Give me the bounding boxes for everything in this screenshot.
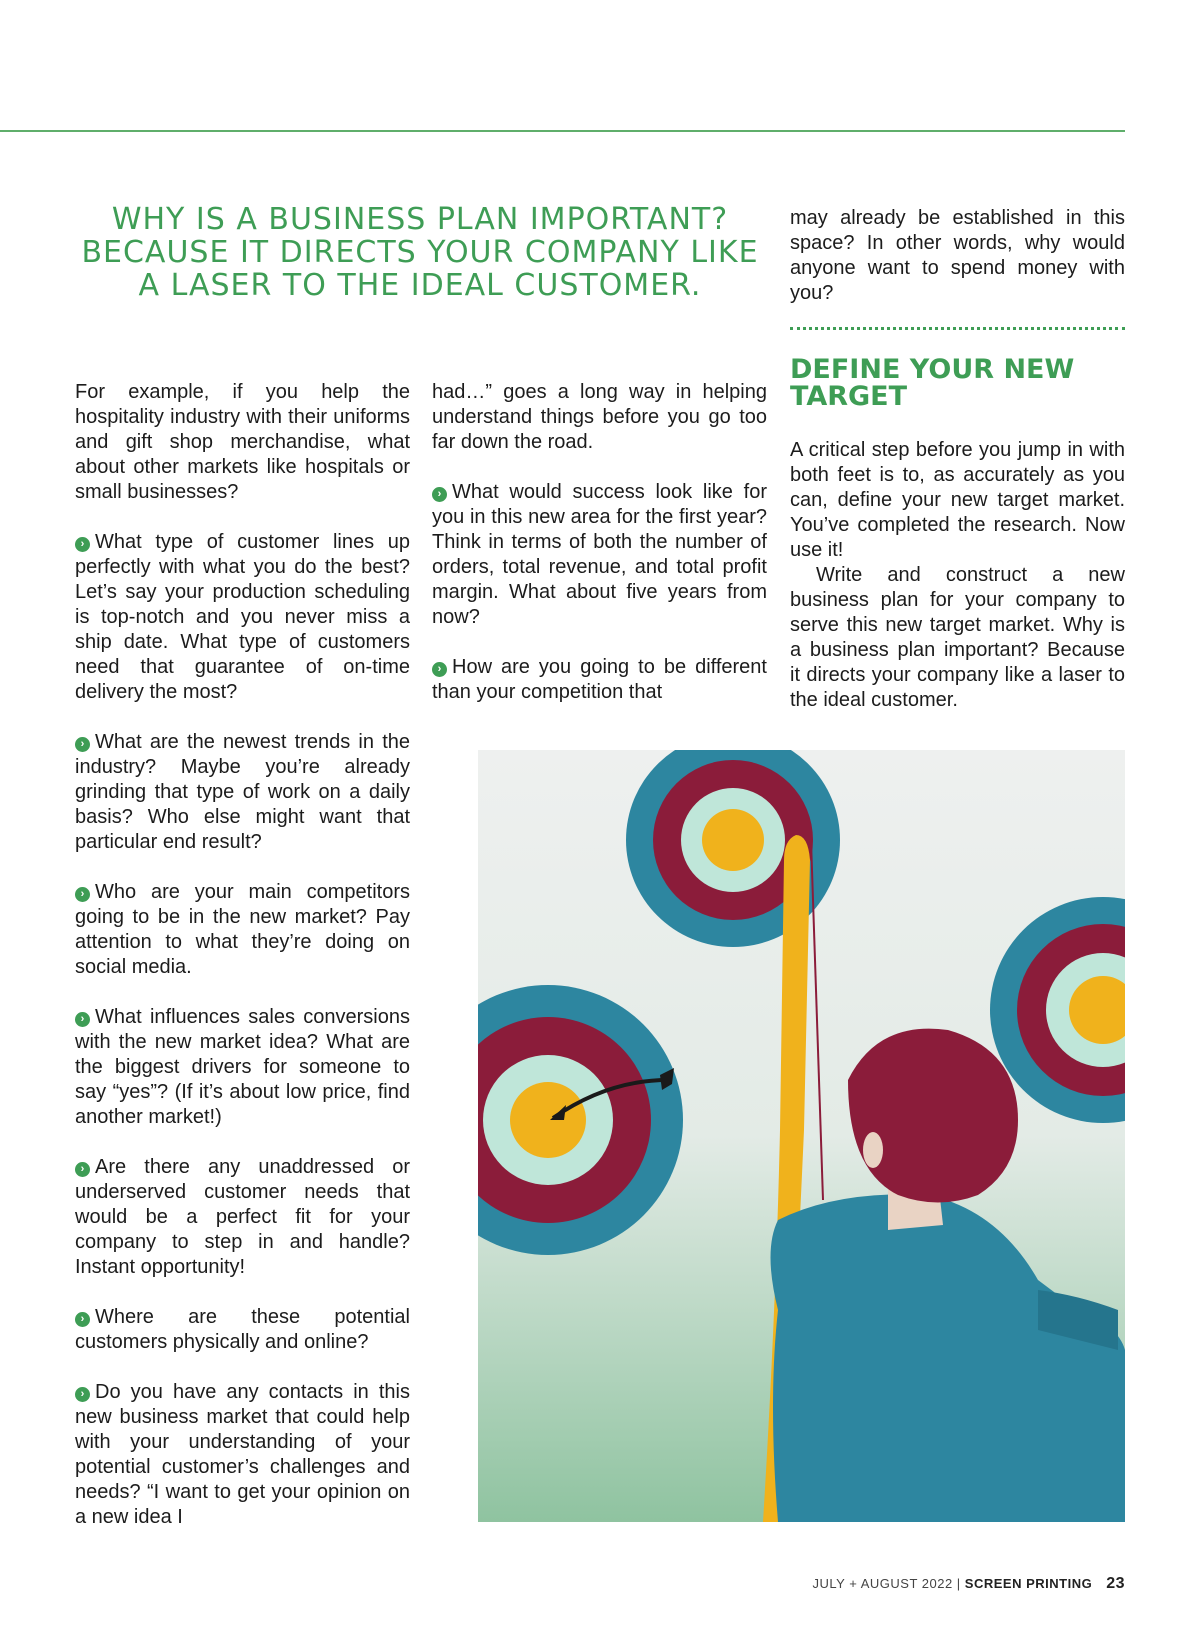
page-number: 23 bbox=[1106, 1575, 1125, 1592]
arrow-bullet-icon: › bbox=[432, 487, 447, 502]
bullet-paragraph: › Are there any unaddressed or underserved customer needs that would be a perfect fit for your company to step in and handle? Instant opportunity! bbox=[75, 1156, 410, 1278]
section-heading: DEFINE YOUR NEW TARGET bbox=[790, 354, 1075, 412]
pull-quote: WHY IS A BUSINESS PLAN IMPORTANT? BECAUSE IT DIRECTS YOUR COMPANY LIKE A LASER TO THE IDEAL CUSTOMER. bbox=[81, 202, 759, 303]
bullet-paragraph: › What would success look like for you in this new area for the first year? Think in terms of both the number of orders, total revenue, and total profit margin. What about five years from now? bbox=[432, 481, 767, 628]
bullet-paragraph: › Do you have any contacts in this new business market that could help with your understanding of your potential customer’s challenges and needs? “I want to get your opinion on a new idea I bbox=[75, 1381, 410, 1528]
column-c-continuation bbox=[790, 206, 1125, 306]
arrow-bullet-icon: › bbox=[75, 1312, 90, 1327]
page-footer bbox=[813, 1575, 1125, 1593]
issue-date: JULY + AUGUST 2022 | bbox=[812, 1576, 965, 1591]
column-c bbox=[790, 438, 1125, 713]
arrow-bullet-icon: › bbox=[75, 537, 90, 552]
archer-illustration bbox=[478, 750, 1125, 1522]
continuation-paragraph: had…” goes a long way in helping understand things before you go too far down the road. bbox=[432, 381, 767, 453]
top-rule bbox=[0, 130, 1125, 132]
arrow-bullet-icon: › bbox=[75, 1012, 90, 1027]
intro-paragraph: For example, if you help the hospitality industry with their uniforms and gift shop merchandise, what about other markets like hospitals or small businesses? bbox=[75, 381, 410, 503]
arrow-bullet-icon: › bbox=[75, 1162, 90, 1177]
arrow-bullet-icon: › bbox=[75, 737, 90, 752]
arrow-bullet-icon: › bbox=[75, 887, 90, 902]
bullet-paragraph: › What type of customer lines up perfectly with what you do the best? Let’s say your production scheduling is top-notch and you never miss a ship date. What type of customers need that guarantee of on-time delivery the most? bbox=[75, 531, 410, 703]
body-paragraph: Write and construct a new business plan for your company to serve this new target market. Why is a business plan important? Because it directs your company like a laser to the ideal customer. bbox=[790, 564, 1125, 711]
column-b bbox=[432, 380, 767, 705]
body-paragraph: A critical step before you jump in with both feet is to, as accurately as you can, define your new target market. You’ve completed the research. Now use it! bbox=[790, 439, 1125, 561]
arrow-bullet-icon: › bbox=[432, 662, 447, 677]
bullet-paragraph: › What are the newest trends in the industry? Maybe you’re already grinding that type of work on a daily basis? Who else might want that particular end result? bbox=[75, 731, 410, 853]
arrow-bullet-icon: › bbox=[75, 1387, 90, 1402]
continuation-paragraph: may already be established in this space? In other words, why would anyone want to spend money with you? bbox=[790, 207, 1125, 304]
dotted-divider bbox=[790, 327, 1125, 330]
bullet-paragraph: › Who are your main competitors going to be in the new market? Pay attention to what they’re doing on social media. bbox=[75, 881, 410, 978]
bullet-paragraph: › What influences sales conversions with the new market idea? What are the biggest drivers for someone to say “yes”? (If it’s about low price, find another market!) bbox=[75, 1006, 410, 1128]
bullet-paragraph: › How are you going to be different than your competition that bbox=[432, 656, 767, 703]
column-a bbox=[75, 380, 410, 1530]
magazine-title: SCREEN PRINTING bbox=[964, 1576, 1093, 1591]
bullet-paragraph: › Where are these potential customers physically and online? bbox=[75, 1306, 410, 1353]
